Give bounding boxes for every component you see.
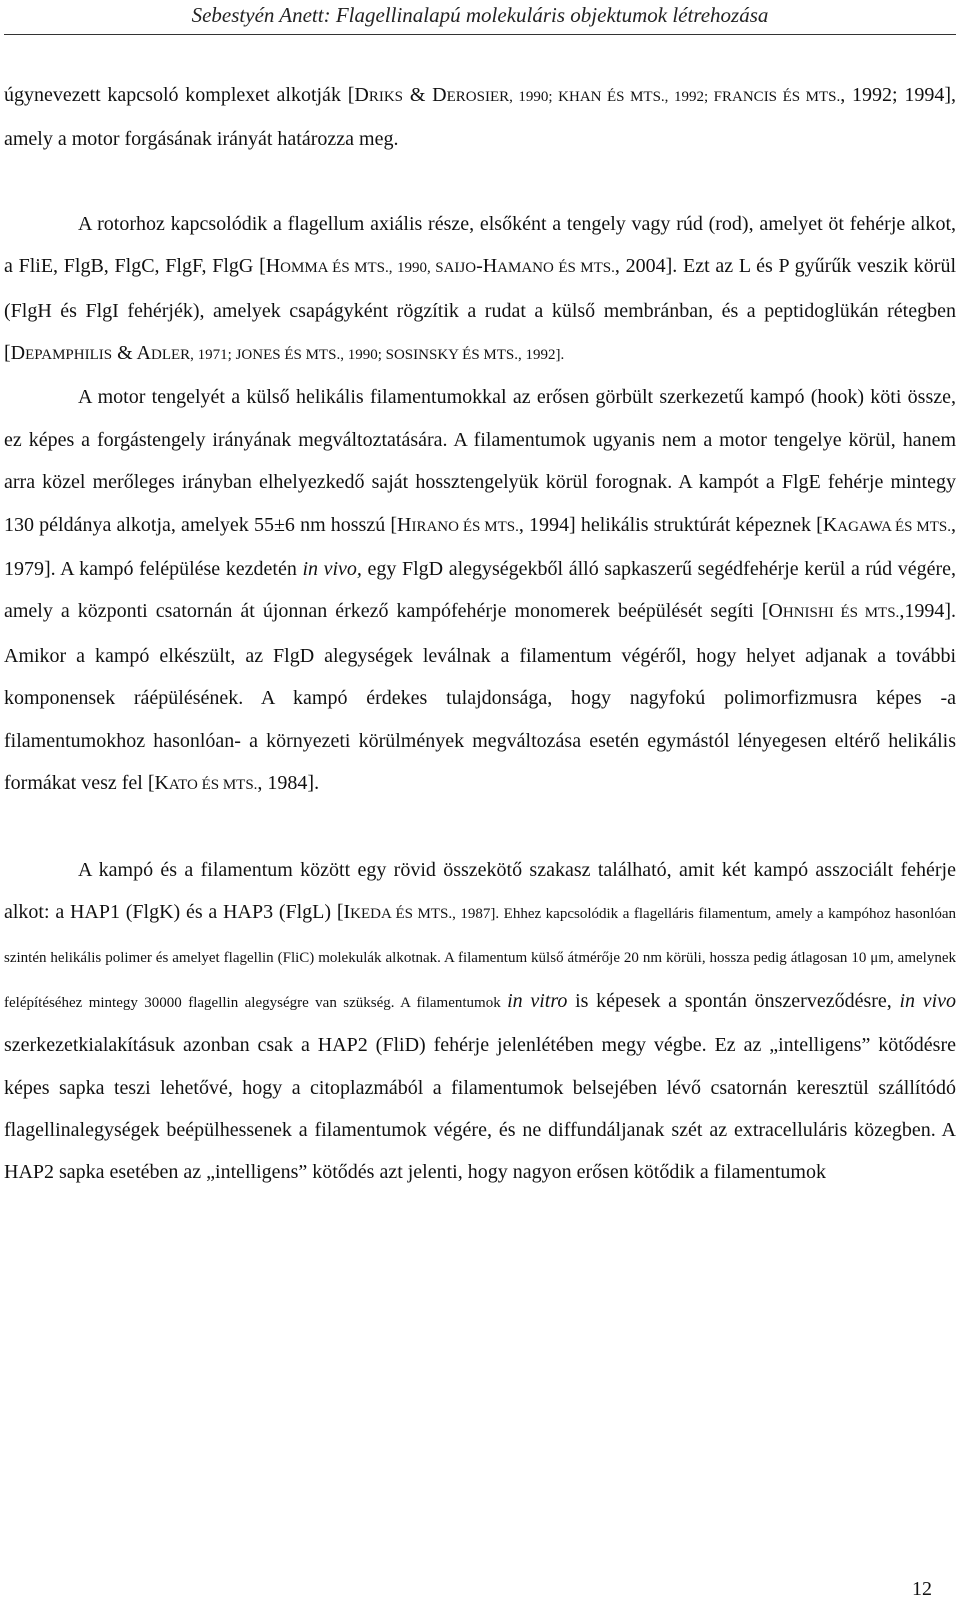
text-run: -H: [476, 255, 498, 278]
text-run: , 1984].: [257, 772, 320, 795]
text-run: A motor tengelyét a külső helikális filamentumokkal az erősen görbült szerkezetű kampó (hook) köti össze, ez képes a forgástengely irányának megváltoztatására. A filamentumok ugyanis nem a motor tengelye körül, hanem arra közel merőleges irányban elhelyezkedő saját hossztengelyük körül forognak. A kampót a FlgE fehérje mintegy 130 példánya alkotja, amelyek 55±6 nm hosszú [H: [4, 386, 956, 536]
italic-term: in vivo,: [302, 558, 362, 581]
text-run: , 1992; 1994], amely a motor forgásának irányát határozza meg.: [4, 84, 957, 151]
citation-author: AIJO: [443, 260, 477, 277]
text-run: ,1994]. Amikor a kampó elkészült, az FlgD alegységek leválnak a filamentum végéről, hogy helyet adjanak a további komponensek ráépülésének. A kampó érdekes tulajdonsága, hogy nagyfokú polimorfizmusra képes -a filamentumokhoz hasonlóan- a környezeti körülmények megváltozása esetén egymástól lényegesen eltérő helikális formákat vesz fel [K: [4, 600, 956, 795]
citation-year: , 1990, S: [388, 260, 444, 277]
citation-author: HAN ÉS MTS.: [568, 89, 665, 105]
paragraph-1: [4, 74, 956, 161]
citation-year: , 1987]. Ehhez kapcsolódik a flagelláris filamentum, amely a kampóhoz hasonlóan szintén helikális polimer és amelyet flagellin (FliC) molekulák alkotnak. A filamentum külső átmérője 20 nm körüli, hossza pedig átlagosan 10 μm, amelynek felépítéséhez mintegy 30000 flagellin alegységre van szükség. A filamentumok: [4, 905, 956, 1011]
citation-author: HNISHI ÉS MTS.: [782, 605, 900, 622]
text-run: , 1994] helikális struktúrát képeznek [K: [518, 513, 838, 536]
text-run: , 2004]. Ezt az L és P gyűrűk veszik körül (FlgH és FlgI fehérjék), amelyek csapágyként rögzítik a rudat a külső membránban, és a peptidoglükán rétegben [D: [4, 255, 957, 365]
text-run: A kampó és a filamentum között egy rövid összekötő szakasz található, amit két kampó asszociált fehérje alkot: a HAP1 (FlgK) és a HAP3 (FlgL) [I: [4, 858, 956, 923]
citation-author: DLER: [150, 347, 191, 364]
paragraph-3: [4, 376, 956, 806]
citation-year: , 1992; F: [664, 89, 723, 105]
text-run: A rotorhoz kapcsolódik a flagellum axiális része, elsőként a tengely vagy rúd (rod), amelyet öt fehérje alkot, a FliE, FlgB, FlgC, FlgF, FlgG [H: [4, 212, 956, 278]
text-run: is képesek a spontán önszerveződésre,: [567, 989, 900, 1012]
running-header: Sebestyén Anett: Flagellinalapú molekuláris objektumok létrehozása: [191, 3, 769, 27]
page-number: 12: [912, 1578, 932, 1600]
citation-year: , 1990; K: [509, 89, 569, 105]
citation-author: KEDA ÉS MTS.: [350, 905, 453, 922]
citation-author: IRANO ÉS MTS.: [411, 518, 519, 535]
text-run: egy FlgD alegységekből álló sapkaszerű segédfehérje kerül a rúd végére, amely a központi csatornán át újonnan érkező kampófehérje monomerek beépülését segíti [O: [4, 558, 956, 623]
italic-term: in vivo: [899, 989, 956, 1012]
text-run: úgynevezett kapcsoló komplexet alkotják [D: [4, 84, 369, 106]
citation-author: AGAWA ÉS MTS.: [837, 518, 951, 535]
text-run: szerkezetkialakításuk azonban csak a HAP2 (FliD) fehérje jelenlétében megy végbe. Ez az „intelligens” kötődésre képes sapka teszi lehetővé, hogy a citoplazmából a filamentumok belsejében lévő csatornán keresztül szállítódó flagellinalegységek beépülhessenek a filamentumok végére, és ne diffundáljanak szét az extracelluláris közegben. A HAP2 sapka esetében az „intelligens” kötődés azt jelenti, hogy nagyon erősen kötődik a filamentumok: [4, 1034, 956, 1184]
citation-author: AMANO ÉS MTS.: [497, 260, 615, 277]
header-rule: [4, 34, 956, 35]
citation-author: EPAMPHILIS: [25, 347, 113, 364]
paragraph-gap: [4, 807, 956, 849]
paragraph-4: [4, 849, 956, 1194]
citation-author: OMMA ÉS MTS.: [280, 260, 389, 277]
citation-author: RANCIS ÉS MTS.: [722, 89, 841, 105]
citation-year: , 1992].: [518, 347, 565, 364]
citation-year: , 1990; S: [340, 347, 394, 364]
citation-author: ONES ÉS MTS.: [241, 347, 341, 364]
paragraph-gap: [4, 161, 956, 203]
italic-term: in vitro: [507, 989, 568, 1012]
citation-author: OSINSKY ÉS MTS.: [393, 347, 519, 364]
citation-author: RIKS: [368, 89, 404, 105]
text-run: , 1979]. A kampó felépülése kezdetén: [4, 513, 956, 581]
citation-author: EROSIER: [446, 89, 510, 105]
body-text: [4, 74, 956, 1194]
text-run: & D: [403, 84, 447, 106]
citation-year: , 1971; J: [190, 347, 242, 364]
citation-author: ATO ÉS MTS.: [168, 777, 258, 794]
text-run: & A: [112, 342, 151, 365]
paragraph-2: [4, 203, 956, 377]
